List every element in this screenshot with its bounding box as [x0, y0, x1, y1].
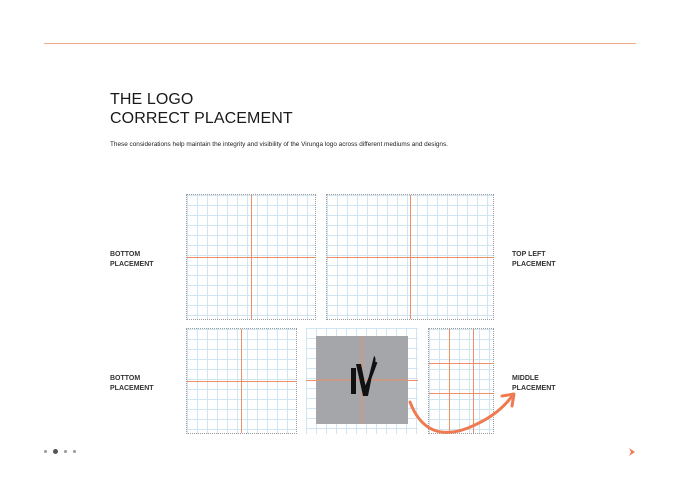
grid-guide-horizontal [187, 381, 296, 382]
label-bottom-placement-bottom [110, 374, 154, 394]
page-title [110, 90, 293, 128]
page-dot-active[interactable] [53, 449, 58, 454]
curved-arrow-icon [404, 388, 524, 440]
page-dot[interactable] [73, 450, 76, 453]
grid-guide-horizontal [327, 257, 493, 258]
page-dot[interactable] [44, 450, 47, 453]
pagination-dots [44, 449, 76, 454]
virunga-logo-icon [316, 336, 408, 424]
page-dot[interactable] [64, 450, 67, 453]
placement-grid-1 [186, 194, 316, 320]
top-divider [44, 43, 636, 44]
label-line: PLACEMENT [110, 261, 154, 268]
label-line: BOTTOM [110, 375, 141, 382]
title-line-1: THE LOGO [110, 91, 194, 108]
label-line: BOTTOM [110, 251, 141, 258]
title-line-2: CORRECT PLACEMENT [110, 110, 293, 127]
grid-guide-horizontal [429, 363, 493, 364]
page-description: These considerations help maintain the integrity and visibility of the Virunga logo across different mediums and designs. [110, 141, 448, 148]
chevron-right-icon[interactable] [627, 447, 637, 457]
label-top-left-placement [512, 250, 556, 270]
label-line: PLACEMENT [110, 385, 154, 392]
label-line: MIDDLE [512, 375, 539, 382]
logo-preview-box [316, 336, 408, 424]
grid-guide-horizontal [187, 257, 315, 258]
placement-grid-2 [326, 194, 494, 320]
placement-grid-3 [186, 328, 297, 434]
label-line: PLACEMENT [512, 261, 556, 268]
label-line: TOP LEFT [512, 251, 546, 258]
label-bottom-placement-top [110, 250, 154, 270]
label-line: PLACEMENT [512, 385, 556, 392]
